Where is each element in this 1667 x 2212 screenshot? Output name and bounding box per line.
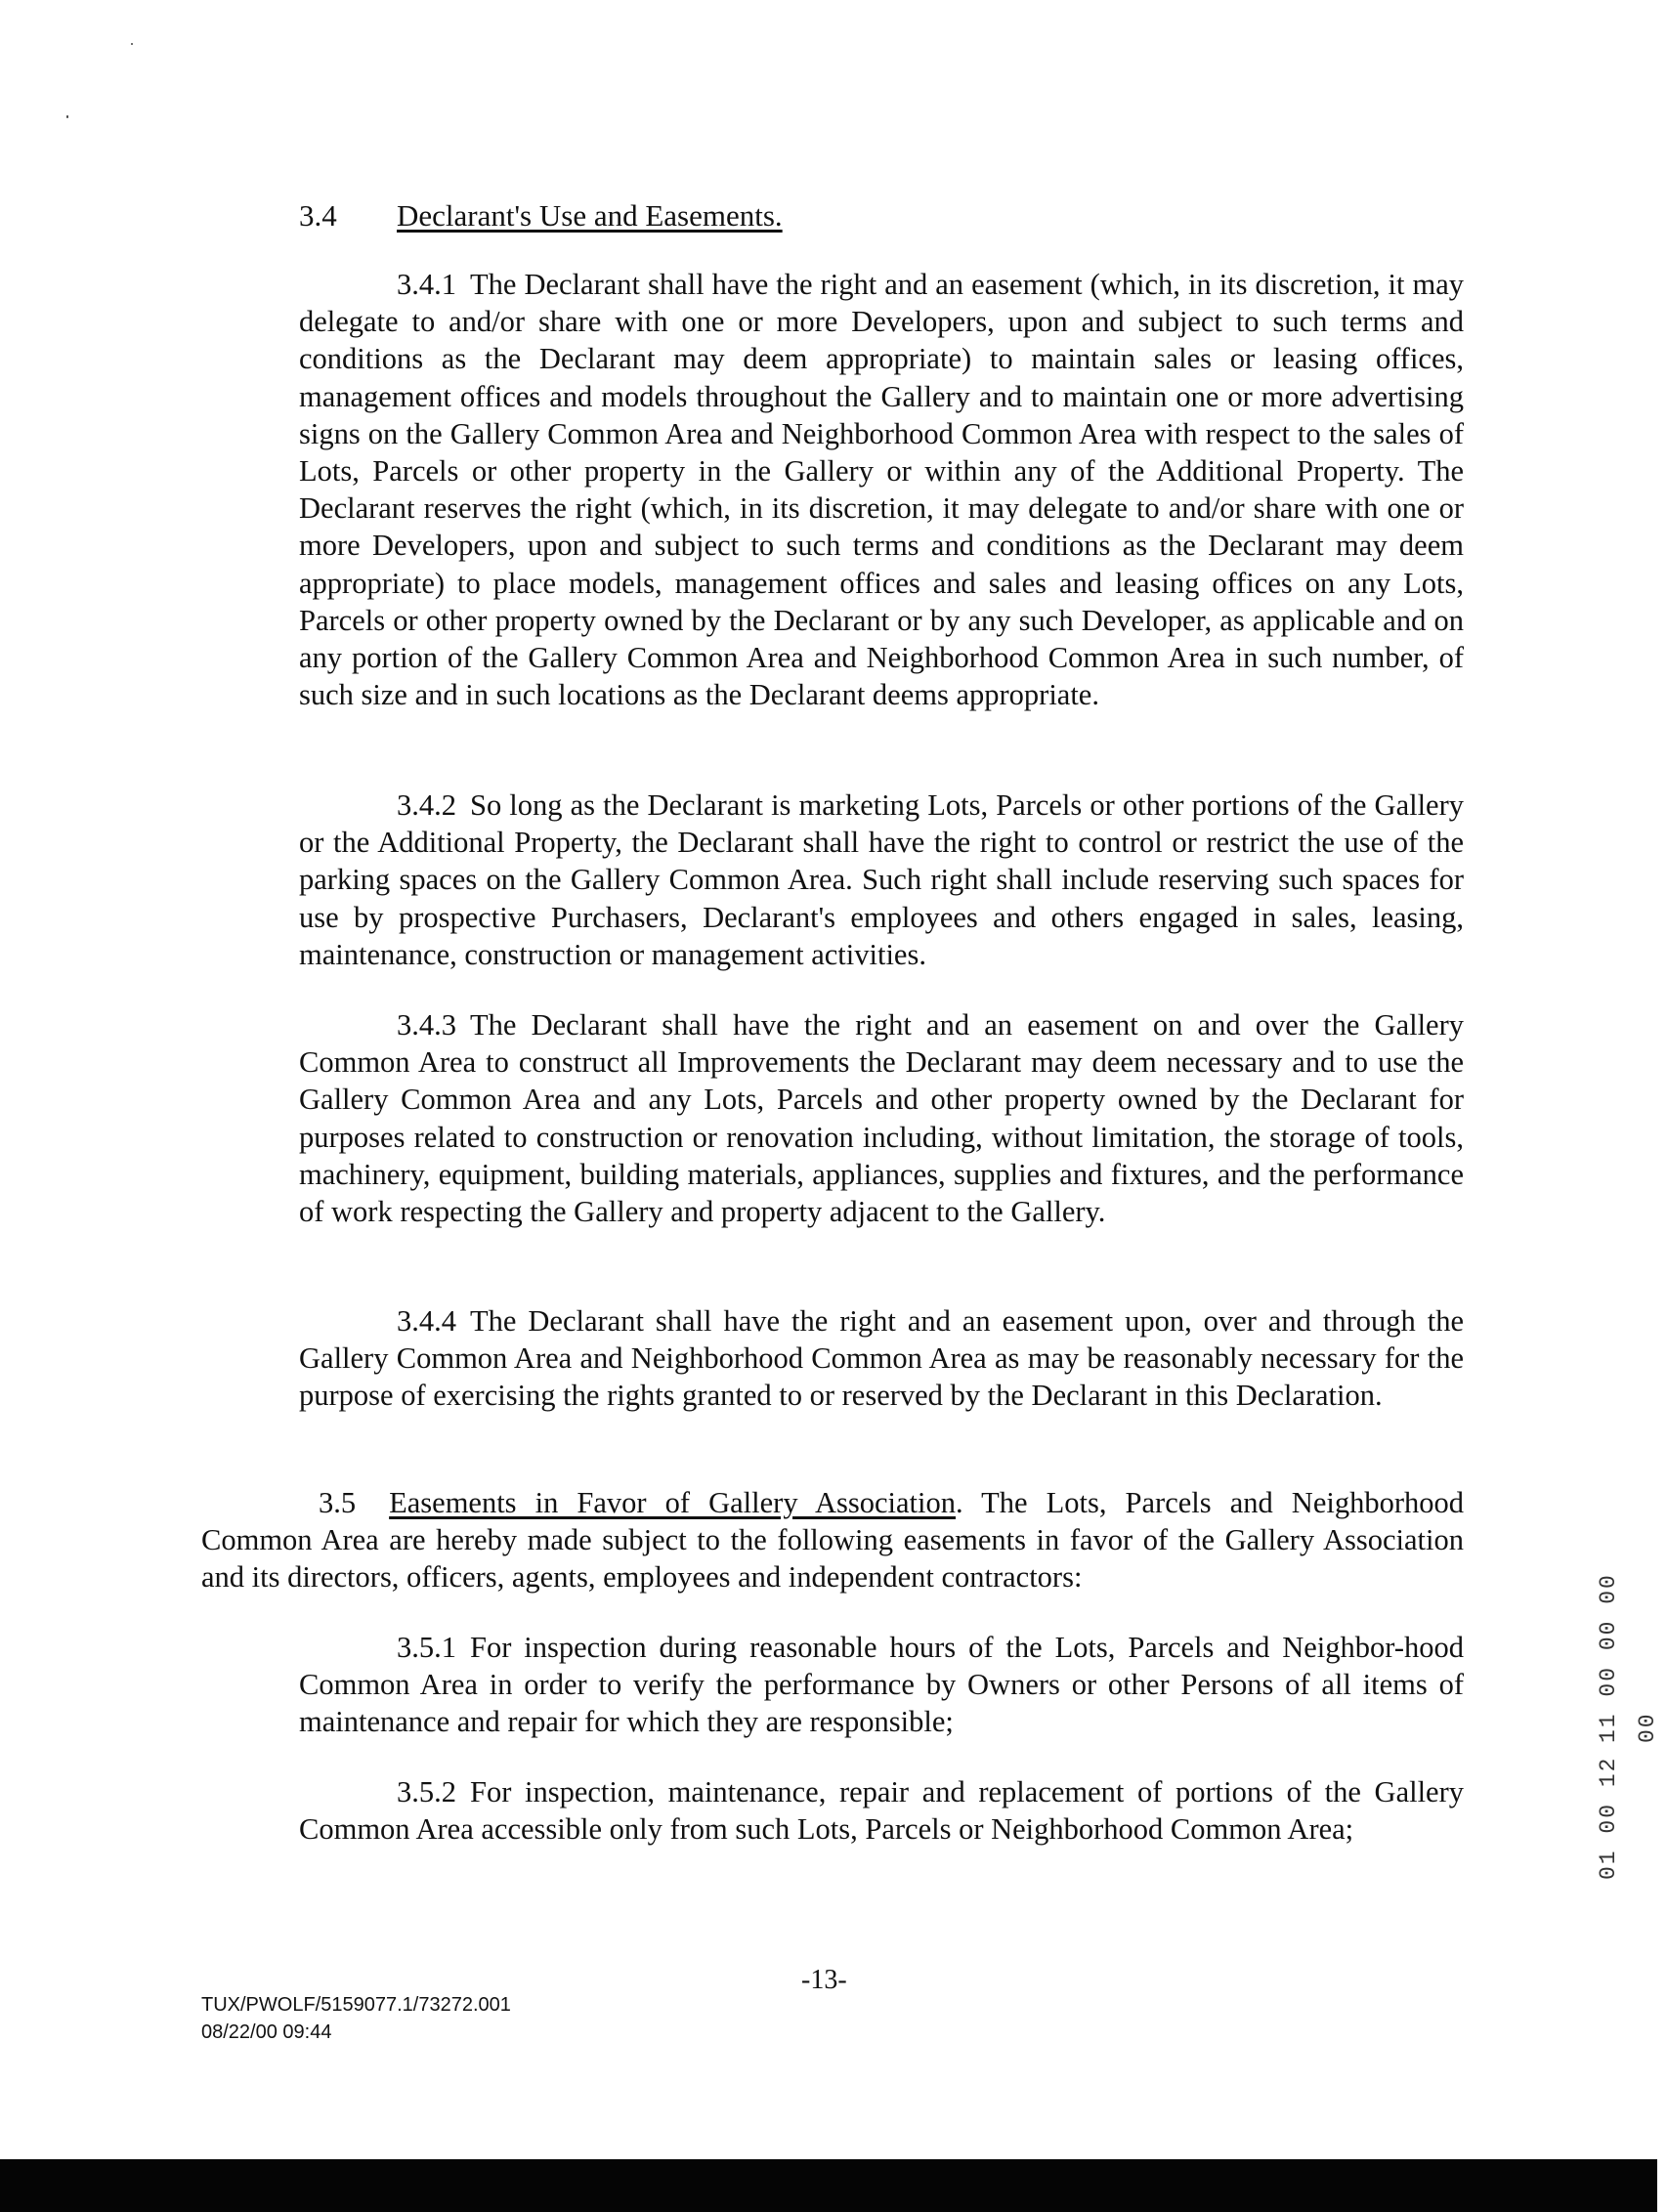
paragraph-3-5-2 — [299, 1773, 1464, 1848]
margin-stamp-lower: 01 00 12 — [1596, 1756, 1621, 1880]
paragraph-text: The Declarant shall have the right and an easement on and over the Gallery Common Area to construct all Improvements the Declarant may deem necessary and to use the Gallery Common Area and any Lots, Parcels and other property owned by the Declarant for purposes related to construction or renovation including, without limitation, the storage of tools, machinery, equipment, building materials, appliances, supplies and fixtures, and the performance of work respecting the Gallery and property adjacent to the Gallery. — [299, 1008, 1464, 1229]
paragraph-3-4-1 — [299, 266, 1464, 713]
section-number: 3.4 — [299, 198, 337, 233]
section-number: 3.5 — [319, 1486, 357, 1519]
section-title-period: . — [955, 1486, 963, 1519]
paragraph-number: 3.5.1 — [397, 1631, 456, 1664]
scan-speck — [66, 115, 68, 118]
paragraph-text: The Declarant shall have the right and an easement (which, in its discretion, it may delegate to and/or share with one or more Developers, upon and subject to such terms and conditions as the Declarant may deem appropriate) to maintain sales or leasing offices, management offices and models throughout the Gallery and to maintain one or more advertising signs on the Gallery Common Area and Neighborhood Common Area with respect to the sales of Lots, Parcels or other property in the Gallery or within any of the Additional Property. The Declarant reserves the right (which, in its discretion, it may delegate to and/or share with one or more Developers, upon and subject to such terms and conditions as the Declarant may deem appropriate) to place models, management offices and sales and leasing offices on any Lots, Parcels or other property owned by the Declarant or by any such Developer, as applicable and on any portion of the Gallery Common Area and Neighborhood Common Area in such number, of such size and in such locations as the Declarant deems appropriate. — [299, 268, 1464, 712]
paragraph-text: For inspection, maintenance, repair and replacement of portions of the Gallery Common Area accessible only from such Lots, Parcels or Neighborhood Common Area; — [299, 1775, 1464, 1847]
margin-stamp-upper: 11 00 00 00 00 — [1596, 1573, 1660, 1743]
paragraph-text: The Lots, Parcels and Neighborhood Common Area are hereby made subject to the following easements in favor of the Gallery Association and its directors, officers, agents, employees and independent contractors: — [201, 1486, 1464, 1595]
section-3-4-heading — [299, 197, 783, 234]
section-title: Easements in Favor of Gallery Association — [389, 1486, 956, 1519]
document-timestamp: 08/22/00 09:44 — [201, 2021, 332, 2043]
paragraph-number: 3.5.2 — [397, 1775, 456, 1808]
paragraph-text: For inspection during reasonable hours of the Lots, Parcels and Neighbor-hood Common Area in order to verify the performance by Owners or other Persons of all items of maintenance and repair for which they are responsible; — [299, 1631, 1464, 1739]
paragraph-number: 3.4.4 — [397, 1304, 456, 1338]
paragraph-3-4-2 — [299, 787, 1464, 973]
paragraph-3-5 — [201, 1484, 1464, 1596]
paragraph-text: So long as the Declarant is marketing Lots, Parcels or other portions of the Gallery or the Additional Property, the Declarant shall have the right to control or restrict the use of the parking spaces on the Gallery Common Area. Such right shall include reserving such spaces for use by prospective Purchasers, Declarant's employees and others engaged in sales, leasing, maintenance, construction or management activities. — [299, 788, 1464, 971]
paragraph-3-5-1 — [299, 1629, 1464, 1741]
section-title: Declarant's Use and Easements. — [397, 198, 783, 233]
paragraph-number: 3.4.2 — [397, 788, 456, 822]
paragraph-text: The Declarant shall have the right and an easement upon, over and through the Gallery Common Area and Neighborhood Common Area as may be reasonably necessary for the purpose of exercising the rights granted to or reserved by the Declarant in this Declaration. — [299, 1304, 1464, 1413]
page-number: -13- — [801, 1965, 847, 1995]
document-id: TUX/PWOLF/5159077.1/73272.001 — [201, 1994, 511, 2016]
paragraph-number: 3.4.1 — [397, 268, 456, 301]
paragraph-3-4-3 — [299, 1006, 1464, 1230]
scan-speck — [131, 43, 133, 45]
paragraph-number: 3.4.3 — [397, 1008, 456, 1042]
scan-bottom-border — [0, 2159, 1657, 2212]
paragraph-3-4-4 — [299, 1302, 1464, 1415]
